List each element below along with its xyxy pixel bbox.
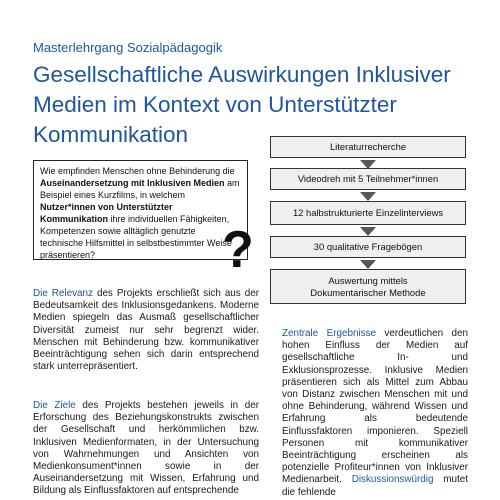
goals-highlight: Die Ziele [33, 400, 76, 411]
question-mark-icon: ? [222, 221, 254, 279]
flow-step-video: Videodreh mit 5 Teilnehmer*innen [270, 168, 466, 190]
arrow-down-icon [360, 192, 376, 201]
question-bold-2: Nutzer*innen von Unterstützter Kommunikation [40, 202, 173, 224]
arrow-down-icon [360, 260, 376, 269]
question-text-2: am Beispiel eines Kurzfilms, in welchem [40, 178, 240, 200]
title-line-1: Gesellschaftliche Auswirkungen Inklusiver [33, 62, 451, 87]
discussion-highlight: Diskussionswürdig [351, 474, 434, 486]
goals-text: des Projekts bestehen jeweils in der Erforschung des Beziehungskonstrukts zwischen der Gesellschaft und herkömmlichen bzw. Inklusiven Medienformaten, in der Untersuchung von Wahrnehmungen und Ansichten von Medienkonsument*innen sowie in der Auseinandersetzung mit Wissen, Erfahrung und Bildung als Einflussfaktoren auf entsprechende [33, 400, 260, 497]
results-text: verdeutlichen den hohen Einfluss der Medien auf gesellschaftliche In- und Exklusionsprozesse. Inklusive Medien präsentieren sich als Mittel zum Abbau von Distanz zwischen Menschen mit und ohne Behinderung, während Wissen und Erfahrung als bedeutende Einflussfaktoren imponieren. Speziell Personen mit kommunikativer Beeinträchtigung erscheinen als potenzielle Profiteur*innen von Inklusiver Medienarbeit. [282, 328, 468, 486]
results-highlight: Zentrale Ergebnisse [282, 328, 377, 339]
relevance-paragraph [33, 288, 259, 373]
relevance-text: des Projekts erschließt sich aus der Bedeutsamkeit des Inklusionsgedankens. Moderne Medien spiegeln das Ausmaß gesellschaftlicher Diversität zumeist nur sehr begrenzt wider. Menschen mit Behinderung bzw. kommunikativer Beeinträchtigung sehen sich darin entsprechend stark unterrepräsentiert. [33, 288, 259, 373]
flow-step-interviews: 12 halbstrukturierte Einzelinterviews [270, 201, 466, 225]
flow-step-questionnaires: 30 qualitative Fragebögen [270, 236, 466, 258]
question-bold-1: Auseinandersetzung mit Inklusiven Medien [40, 178, 225, 188]
title-line-2: Medien im Kontext von Unterstützter [33, 92, 397, 117]
question-text-1: Wie empfinden Menschen ohne Behinderung die [40, 166, 235, 176]
title-line-3: Kommunikation [33, 122, 189, 147]
results-paragraph [282, 328, 468, 499]
flow-step-evaluation: Auswertung mittels Dokumentarischer Methode [270, 269, 466, 304]
flow-step-literature: Literaturrecherche [270, 136, 466, 158]
arrow-down-icon [360, 227, 376, 236]
research-question-box [33, 160, 248, 260]
discussion-text: mutet die fehlende [282, 474, 468, 498]
subtitle: Masterlehrgang Sozialpädagogik [33, 40, 223, 55]
goals-paragraph [33, 400, 259, 498]
relevance-highlight: Die Relevanz [33, 288, 93, 299]
question-text-3: ihre individuellen Fähigkeiten, Kompetenzen sowie alltäglich genutzte technische Hilfsmittel in selbstbestimmter Weise präsentieren? [40, 214, 232, 260]
